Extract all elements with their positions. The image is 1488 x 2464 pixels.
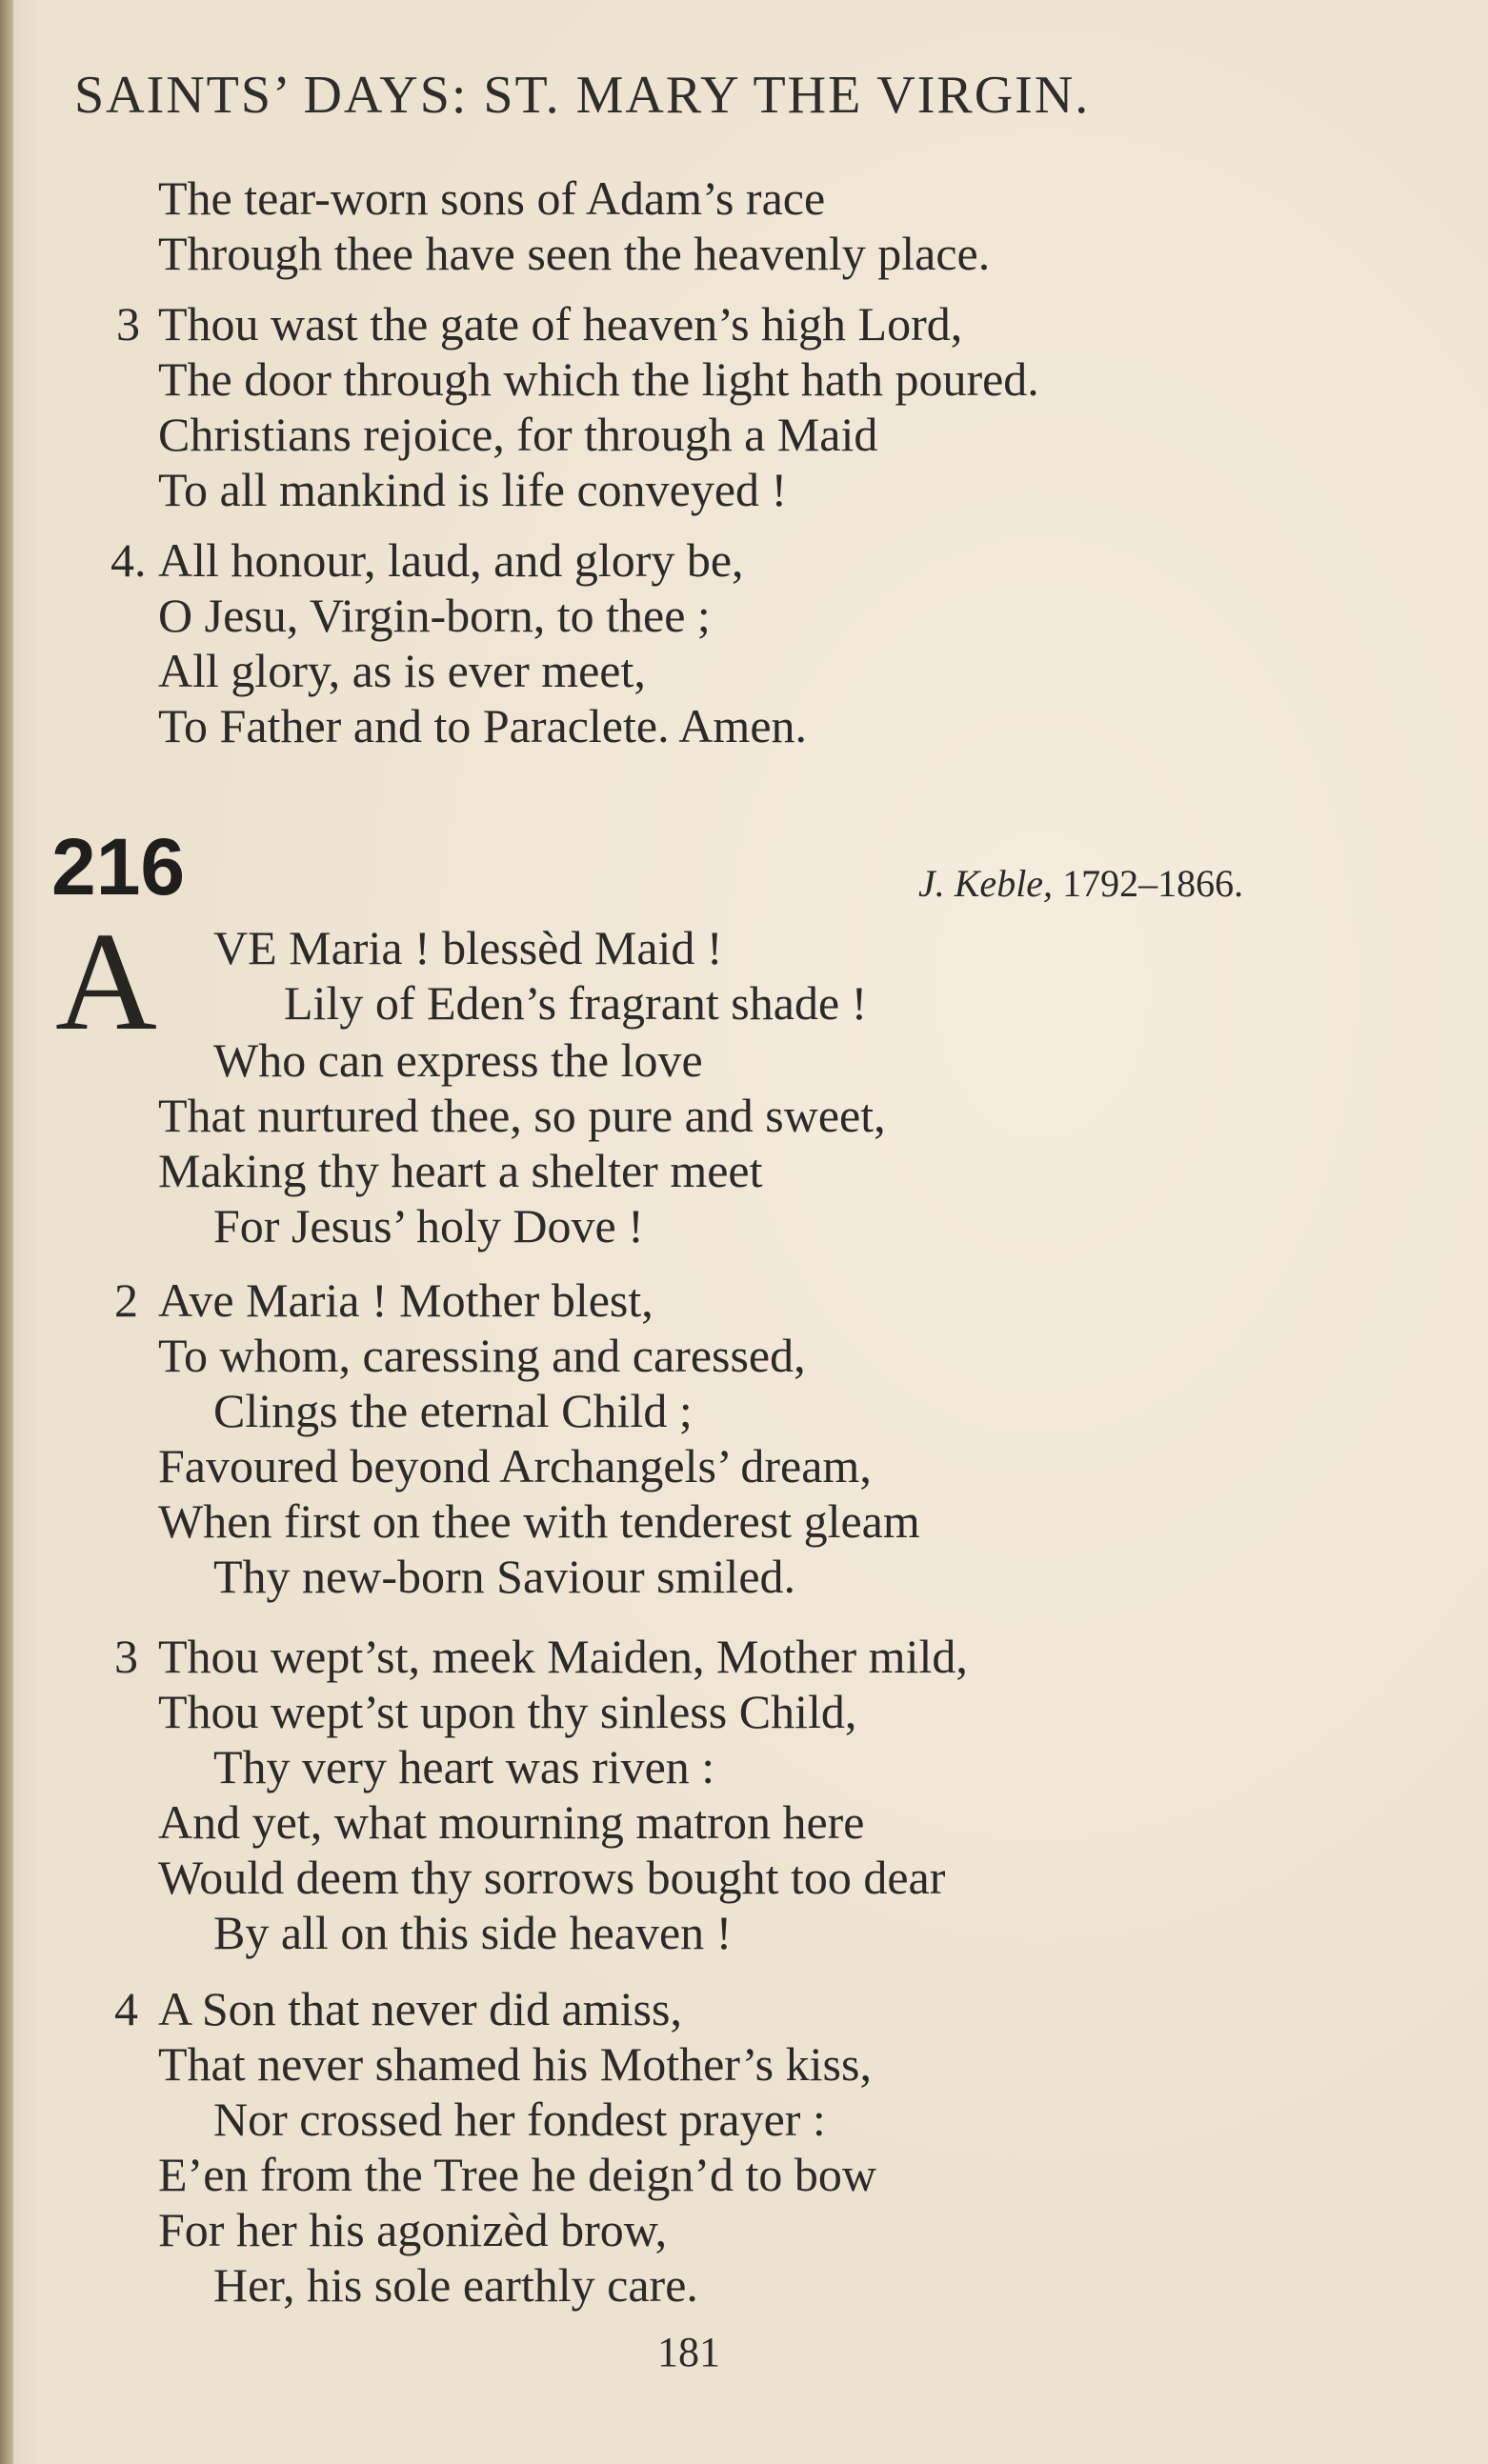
- verse-line: To whom, caressing and caressed,: [158, 1329, 806, 1382]
- author-dates: 1792–1866.: [1053, 862, 1244, 905]
- verse-line: Clings the eternal Child ;: [213, 1384, 693, 1437]
- verse-line: When first on thee with tenderest gleam: [158, 1494, 920, 1548]
- verse-line: E’en from the Tree he deign’d to bow: [158, 2148, 877, 2201]
- verse-line: Through thee have seen the heavenly place.: [158, 227, 991, 280]
- verse-number: 4: [114, 1982, 138, 2035]
- verse-line: By all on this side heaven !: [213, 1906, 733, 1959]
- verse-line: O Jesu, Virgin-born, to thee ;: [158, 589, 711, 642]
- verse-line: All honour, laud, and glory be,: [158, 533, 744, 587]
- page-number: 181: [657, 2329, 720, 2375]
- verse-line: Thou wast the gate of heaven’s high Lord,: [158, 297, 963, 351]
- verse-line: That never shamed his Mother’s kiss,: [158, 2037, 872, 2091]
- verse-line: All glory, as is ever meet,: [158, 644, 646, 697]
- verse-line: Thy new-born Saviour smiled.: [213, 1550, 796, 1603]
- verse-line: For Jesus’ holy Dove !: [213, 1199, 644, 1252]
- verse-line: For her his agonizèd brow,: [158, 2203, 668, 2256]
- verse-line: Would deem thy sorrows bought too dear: [158, 1851, 946, 1904]
- drop-cap: A: [55, 904, 157, 1060]
- verse-line: A Son that never did amiss,: [158, 1982, 682, 2035]
- verse-number: 4.: [111, 533, 147, 587]
- verse-line: Her, his sole earthly care.: [213, 2258, 698, 2312]
- page-binding-edge: [0, 0, 13, 2464]
- verse-line: Christians rejoice, for through a Maid: [158, 408, 878, 461]
- verse-line: That nurtured thee, so pure and sweet,: [158, 1089, 886, 1142]
- verse-line: The tear-worn sons of Adam’s race: [158, 171, 826, 225]
- verse-line: To Father and to Paraclete. Amen.: [158, 699, 808, 752]
- running-header: SAINTS’ DAYS: ST. MARY THE VIRGIN.: [74, 66, 1091, 125]
- verse-line: Who can express the love: [213, 1033, 703, 1087]
- verse-number: 3: [116, 297, 140, 351]
- verse-line: VE Maria ! blessèd Maid !: [213, 921, 723, 974]
- verse-number: 3: [114, 1630, 138, 1683]
- verse-line: Lily of Eden’s fragrant shade !: [284, 976, 868, 1030]
- verse-line: Thou wept’st, meek Maiden, Mother mild,: [158, 1630, 968, 1683]
- hymn-number: 216: [51, 822, 186, 911]
- verse-line: The door through which the light hath poured.: [158, 352, 1039, 406]
- author-name: J. Keble,: [918, 862, 1054, 905]
- verse-line: To all mankind is life conveyed !: [158, 463, 788, 516]
- verse-number: 2: [114, 1273, 138, 1327]
- verse-line: Thou wept’st upon thy sinless Child,: [158, 1685, 857, 1738]
- verse-line: Ave Maria ! Mother blest,: [158, 1273, 654, 1327]
- verse-line: Nor crossed her fondest prayer :: [213, 2093, 826, 2146]
- verse-line: Making thy heart a shelter meet: [158, 1144, 763, 1197]
- verse-line: And yet, what mourning matron here: [158, 1795, 865, 1849]
- verse-line: Thy very heart was riven :: [213, 1740, 715, 1793]
- hymn-author: [918, 862, 1244, 905]
- verse-line: Favoured beyond Archangels’ dream,: [158, 1439, 872, 1492]
